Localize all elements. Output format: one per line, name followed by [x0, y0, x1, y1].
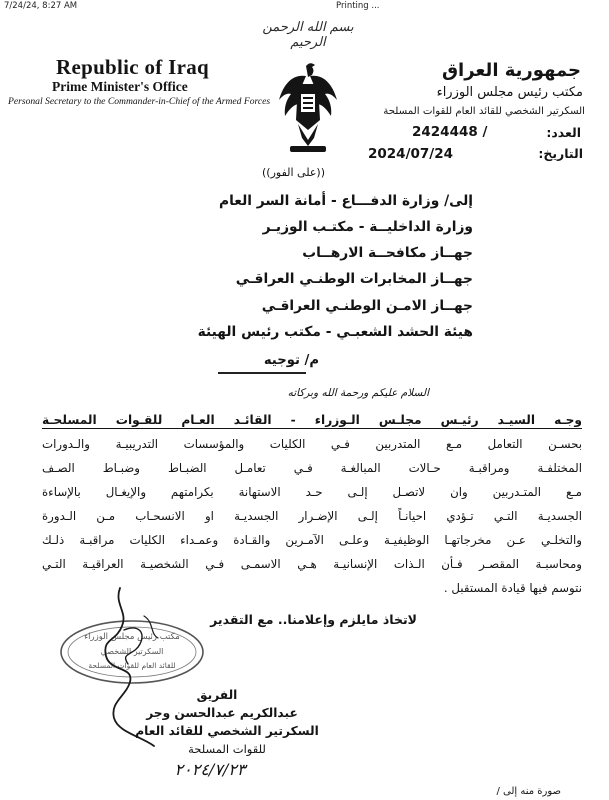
salutation: السلام عليكم ورحمة الله وبركاته — [287, 387, 429, 399]
body-line: الجسديـة التـي تـؤدي احيانـاً إلـى الإضـرار الجسديـة او الانسحـاب مـن الـدورة — [42, 509, 582, 523]
stamp-line: السكرتير الشخصي — [100, 647, 164, 656]
addressee-line: إلى/ وزارة الدفـــاع - أمانة السر العام — [219, 193, 473, 209]
letter-body — [42, 408, 582, 600]
subject-underline — [218, 372, 306, 374]
addressee-line: جهــاز مكافحــة الارهــاب — [302, 245, 473, 261]
addressee-line: هيئة الحشد الشعبـي - مكتب رئيس الهيئة — [197, 324, 473, 340]
print-datetime: 7/24/24, 8:27 AM — [4, 1, 78, 11]
signatory-title: للقوات المسلحة — [188, 742, 266, 756]
signatory-name: عبدالكريم عبدالحسن وجر — [146, 706, 298, 720]
urgency-marker: ((على الفور)) — [262, 166, 326, 179]
addressee-line: جهــاز المخابرات الوطنـي العراقـي — [235, 271, 473, 287]
subject-line: م/ توجيه — [263, 353, 319, 368]
handwritten-date: ٢٠٢٤/٧/٢٣ — [174, 760, 246, 779]
print-header — [0, 0, 609, 12]
eagle-emblem-icon — [276, 60, 340, 156]
document-date-label: التاريخ: — [538, 146, 583, 161]
english-secretary-title: Personal Secretary to the Commander-in-Chief of the Armed Forces — [8, 96, 271, 107]
stamp-line: للقائد العام للقوات المسلحة — [88, 661, 176, 670]
copy-to-note: صورة منه إلى / — [496, 786, 561, 797]
body-line: المختلفـة ومراقبـة حـالات المبالغـة فـي تعامـل الضبـاط وضبـاط الصـف — [42, 461, 582, 475]
arabic-secretary-title: السكرتير الشخصي للقائد العام للقوات المسلحة — [383, 106, 585, 117]
signatory-rank: الفريق — [196, 688, 238, 702]
english-country-name: Republic of Iraq — [56, 55, 209, 79]
arabic-country-name: جمهورية العراق — [441, 60, 581, 81]
closing-line: لاتخاذ مايلزم وإعلامنا.. مع التقدير — [210, 612, 417, 627]
addressee-line: جهــاز الامـن الوطنـي العراقـي — [261, 298, 473, 314]
body-line: وجـه السيـد رئيـس مجلـس الـوزراء - القائـد العـام للقـوات المسلحـة — [42, 413, 582, 427]
basmala: بسم الله الرحمن الرحيم — [262, 20, 354, 50]
print-status: Printing ... — [336, 1, 380, 11]
signatory-title: السكرتير الشخصي للقائد العام — [135, 724, 319, 738]
body-line: ومحاسبـة المقصـر فـأن الـذات الإنسانيـة هـي الاسمـى فـي الشخصيـة العراقيـة التـي — [42, 557, 582, 571]
reference-number-label: العدد: — [546, 125, 581, 140]
reference-number-value: 2424448 / — [412, 124, 488, 140]
addressee-line: وزارة الداخليــة - مكتـب الوزيـر — [262, 219, 473, 235]
body-line: بحسـن التعامل مـع المتدربين فـي الكليات والمؤسسات التدريبيـة والـدورات — [42, 437, 582, 451]
document-date-value: 2024/07/24 — [368, 146, 454, 162]
english-office-name: Prime Minister's Office — [52, 79, 188, 94]
body-line: والتخلـي عـن مخرجاتهـا الوظيفيـة وعلـى الآمـرين والقـادة وعمـداء الكليات مراقبـة ذلـك — [42, 533, 582, 547]
stamp-line: مكتب رئيس مجلس الوزراء — [84, 632, 180, 642]
body-line: نتوسم فيها قيادة المستقبل . — [443, 581, 582, 595]
arabic-office-name: مكتب رئيس مجلس الوزراء — [436, 85, 583, 100]
body-line: مـع المتـدربين وان لاتصـل إلـى حـد الاستهانة بكرامتهم والإيغـال بالإساءة — [42, 485, 582, 499]
